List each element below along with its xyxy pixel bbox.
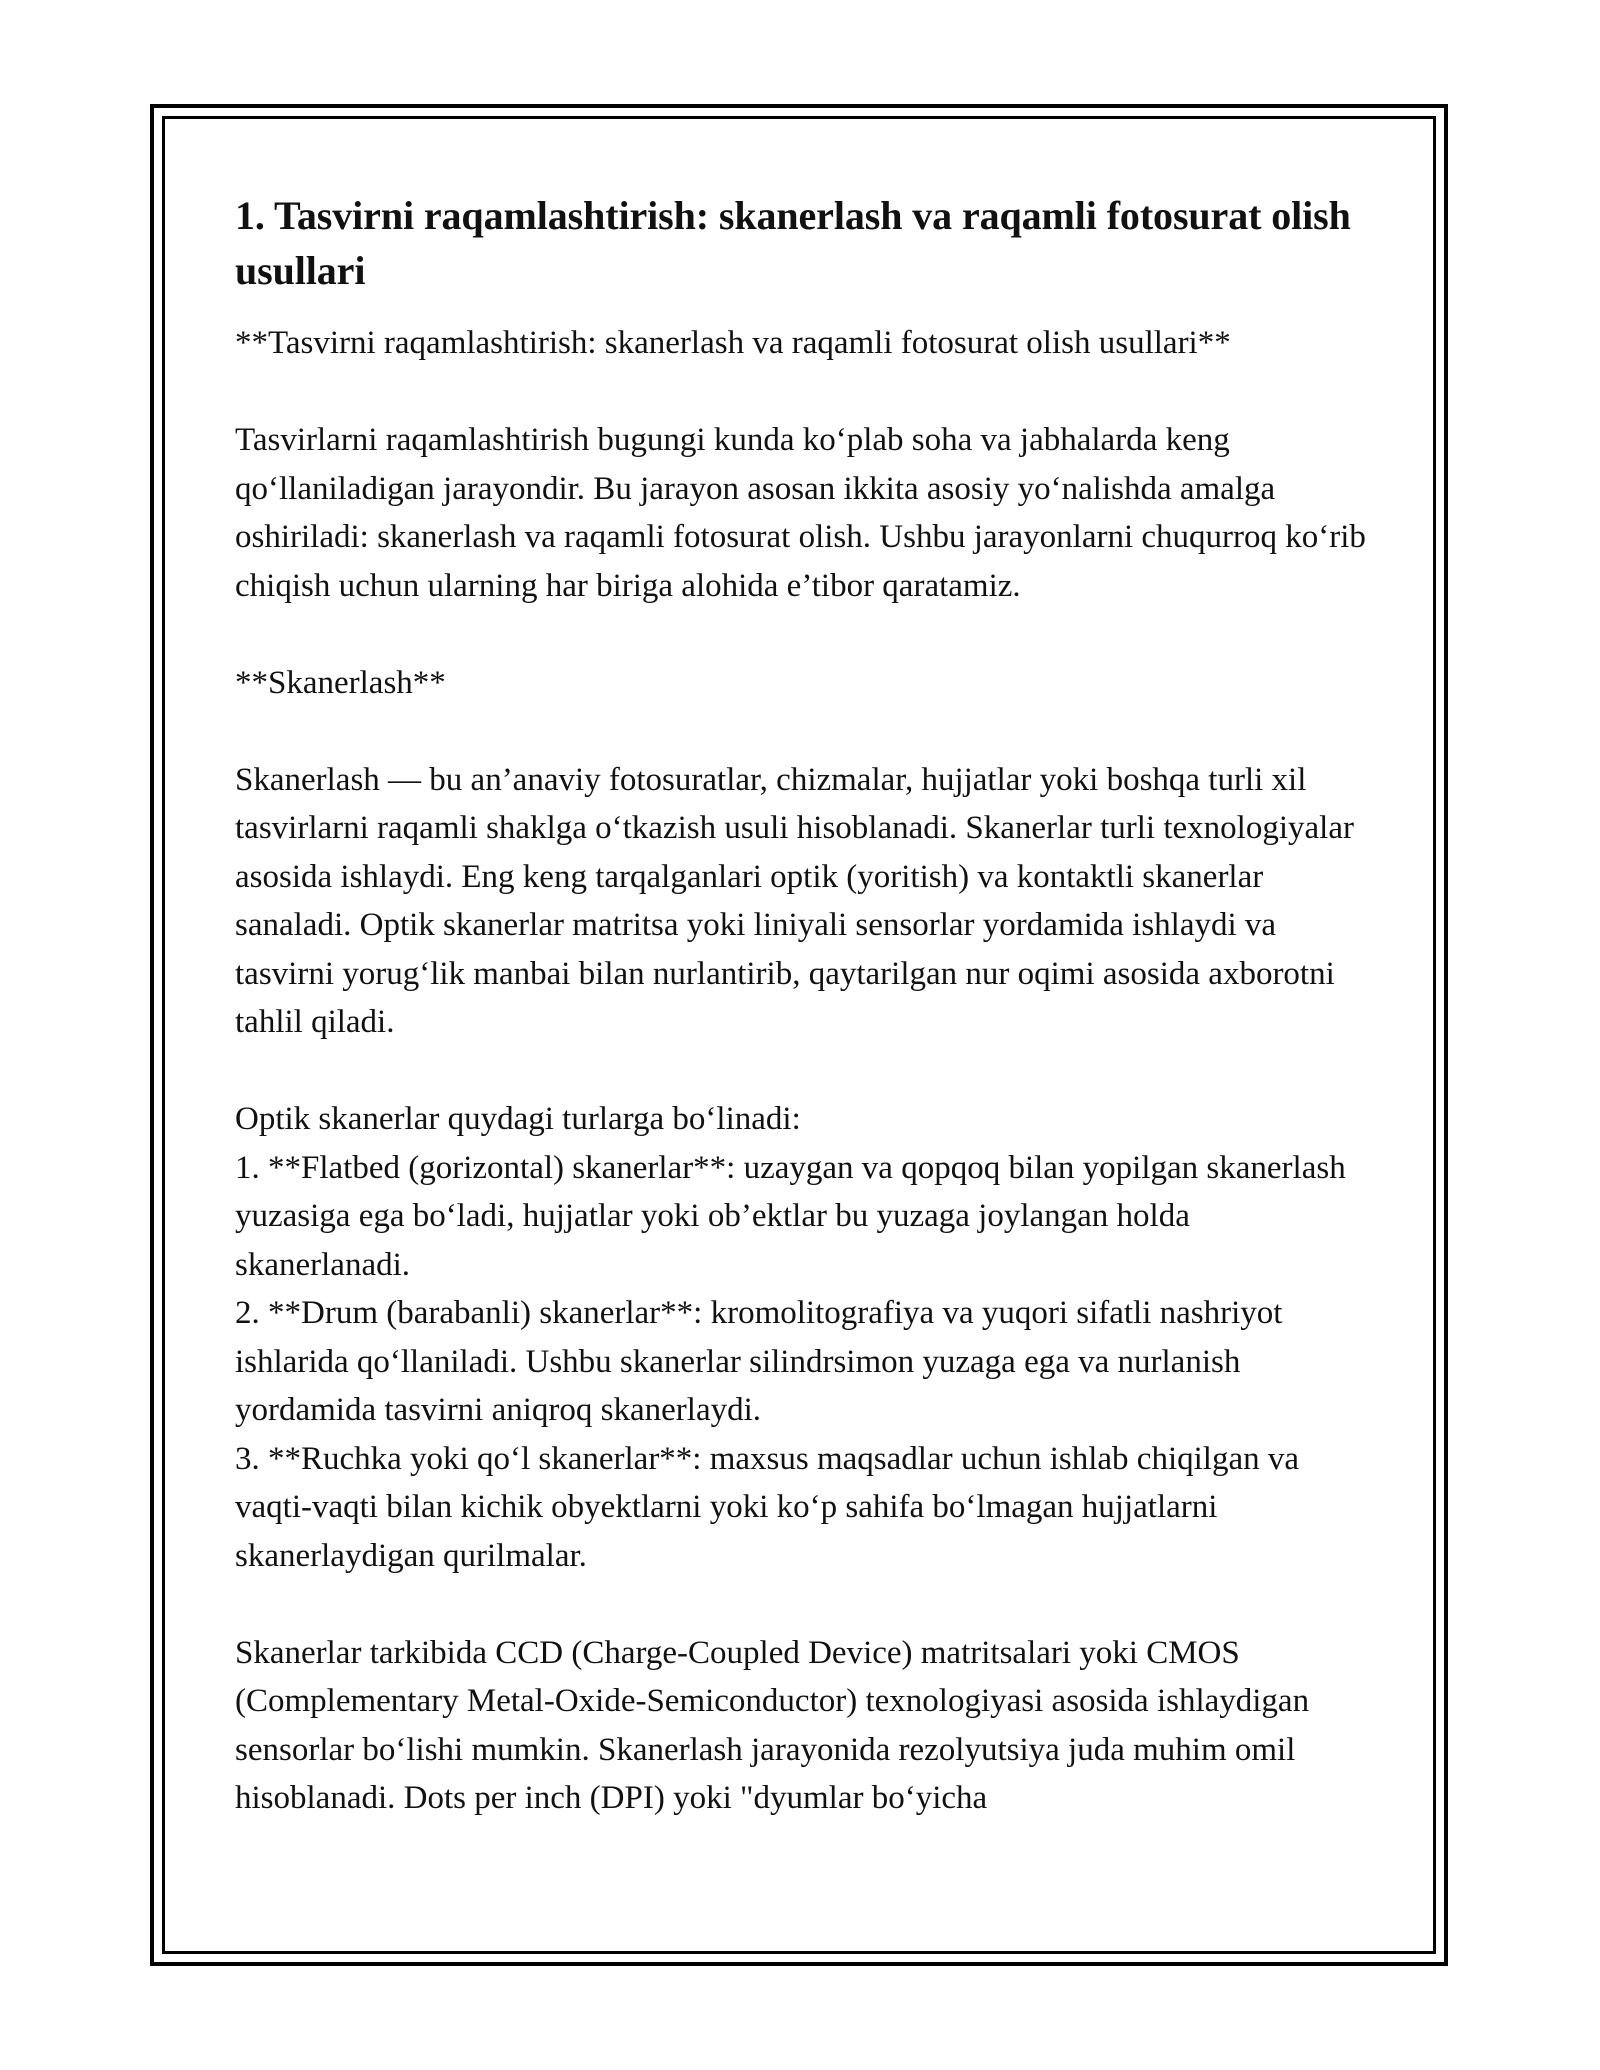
list-item-hand: 3. **Ruchka yoki qo‘l skanerlar**: maxsus maqsadlar uchun ishlab chiqilgan va vaqti-vaqti bilan kichik obyektlarni yoki ko‘p sahifa bo‘lmagan hujjatlarni skanerlaydigan qurilmalar. <box>235 1440 1300 1574</box>
closing-paragraph: Skanerlar tarkibida CCD (Charge-Coupled Device) matritsalari yoki CMOS (Complementary Metal-Oxide-Semiconductor) texnologiyasi asosida ishlaydigan sensorlar bo‘lishi mumkin. Skanerlash jarayonida rezolyutsiya juda muhim omil hisoblanadi. Dots per inch (DPI) yoki "dyumlar bo‘yicha <box>235 1634 1310 1816</box>
intro-paragraph: Tasvirlarni raqamlashtirish bugungi kunda ko‘plab soha va jabhalarda keng qo‘llaniladigan jarayondir. Bu jarayon asosan ikkita asosiy yo‘nalishda amalga oshiriladi: skanerlash va raqamli fotosurat olish. Ushbu jarayonlarni chuqurroq ko‘rib chiqish uchun ularning har biriga alohida e’tibor qaratamiz. <box>235 422 1366 604</box>
scanning-paragraph: Skanerlash — bu an’anaviy fotosuratlar, chizmalar, hujjatlar yoki boshqa turli xil tasvirlarni raqamli shaklga o‘tkazish usuli hisoblanadi. Skanerlar turli texnologiyalar asosida ishlaydi. Eng keng tarqalganlari optik (yoritish) va kontaktli skanerlar sanaladi. Optik skanerlar matritsa yoki liniyali sensorlar yordamida ishlaydi va tasvirni yorug‘lik manbai bilan nurlantirib, qaytarilgan nur oqimi asosida axborotni tahlil qiladi. <box>235 761 1354 1040</box>
blank-line <box>235 707 1370 756</box>
blank-line <box>235 1580 1370 1629</box>
blank-line <box>235 610 1370 659</box>
section-heading-scanning: **Skanerlash** <box>235 664 446 701</box>
list-intro: Optik skanerlar quydagi turlarga bo‘linadi: <box>235 1101 801 1137</box>
blank-line <box>235 1047 1370 1096</box>
list-item-drum: 2. **Drum (barabanli) skanerlar**: kromolitografiya va yuqori sifatli nashriyot ishlarida qo‘llaniladi. Ushbu skanerlar silindrsimon yuzaga ega va nurlanish yordamida tasvirni aniqroq skanerlaydi. <box>235 1295 1283 1428</box>
document-body <box>235 188 1370 1823</box>
page-title: 1. Tasvirni raqamlashtirish: skanerlash va raqamli fotosurat olish usullari <box>235 193 1351 293</box>
blank-line <box>235 368 1370 417</box>
subtitle-line: **Tasvirni raqamlashtirish: skanerlash va raqamli fotosurat olish usullari** <box>235 325 1231 361</box>
list-item-flatbed: 1. **Flatbed (gorizontal) skanerlar**: uzaygan va qopqoq bilan yopilgan skanerlash yuzasiga ega bo‘ladi, hujjatlar yoki ob’ektlar bu yuzaga joylangan holda skanerlanadi. <box>235 1149 1346 1283</box>
